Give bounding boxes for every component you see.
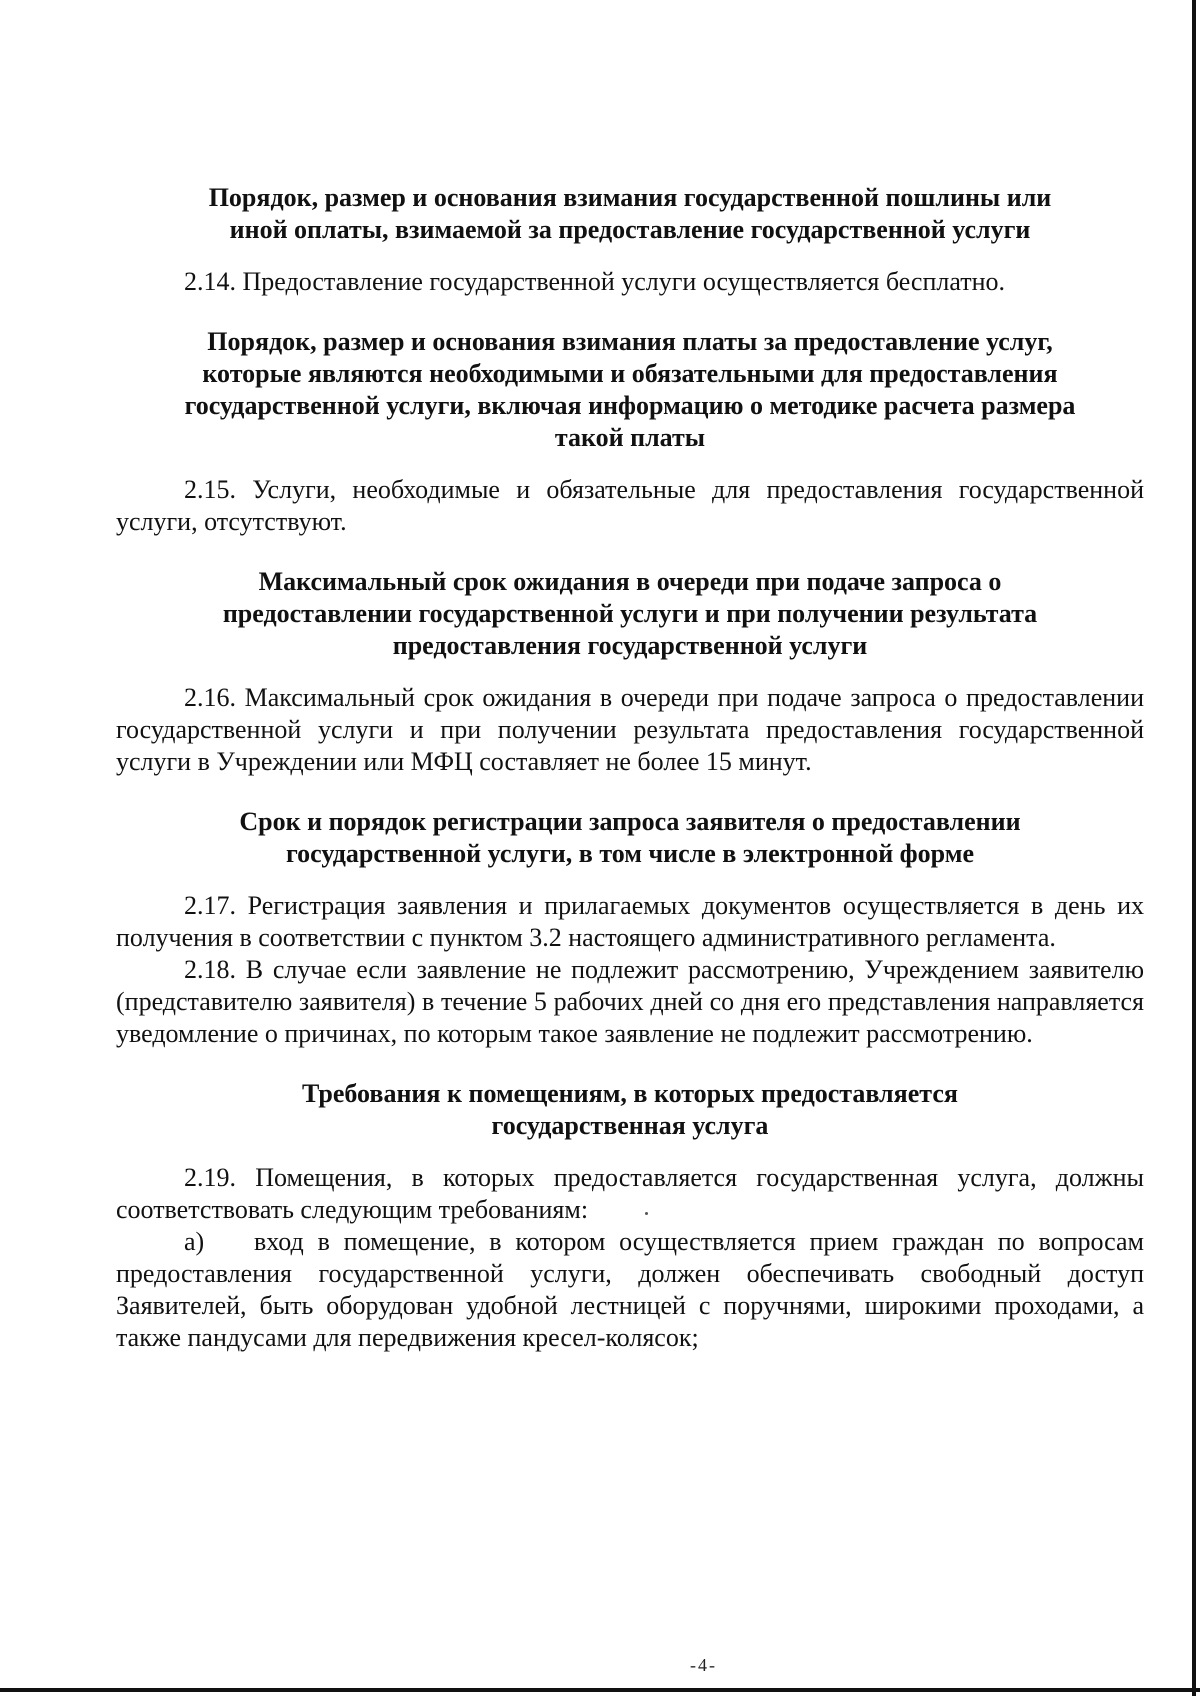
scan-border-right [1192, 0, 1196, 1696]
heading-line: государственной услуги, в том числе в электронной форме [286, 839, 974, 868]
section-heading-premises [116, 1078, 1144, 1142]
heading-line: государственная услуга [491, 1111, 769, 1140]
heading-line: предоставлении государственной услуги и при получении результата [222, 599, 1038, 628]
paragraph-2-14: 2.14. Предоставление государственной услуги осуществляется бесплатно. [184, 267, 1006, 296]
paragraph-2-15: 2.15. Услуги, необходимые и обязательные для предоставления государственной услуги, отсутствуют. [116, 475, 1144, 536]
section-heading-fee [116, 182, 1144, 246]
heading-line: предоставления государственной услуги [392, 631, 868, 660]
heading-line: государственной услуги, включая информацию о методике расчета размера [184, 391, 1076, 420]
list-item-text: вход в помещение, в котором осуществляется прием граждан по вопросам предоставления государственной услуги, должен обеспечивать свободный доступ Заявителей, быть оборудован удобной лестницей с поручнями, широкими проходами, а также пандусами для передвижения кресел-колясок; [116, 1227, 1144, 1352]
paragraph-2-17: 2.17. Регистрация заявления и прилагаемых документов осуществляется в день их получения в соответствии с пунктом 3.2 настоящего административного регламента. [116, 891, 1144, 952]
heading-line: такой платы [554, 423, 706, 452]
scan-border-bottom [0, 1688, 1200, 1692]
heading-line: Порядок, размер и основания взимания платы за предоставление услуг, [207, 327, 1053, 356]
list-marker: а) [184, 1227, 205, 1256]
section-heading-registration [116, 806, 1144, 870]
section-heading-payment [116, 326, 1144, 454]
list-item-a [116, 1226, 1144, 1354]
document-body [116, 182, 1144, 1354]
heading-line: Порядок, размер и основания взимания государственной пошлины или [208, 183, 1052, 212]
heading-line: Максимальный срок ожидания в очереди при подаче запроса о [258, 567, 1002, 596]
page-number: -4- [690, 1655, 717, 1675]
heading-line: которые являются необходимыми и обязательными для предоставления [202, 359, 1058, 388]
scan-speck [645, 1212, 648, 1215]
paragraph-2-19: 2.19. Помещения, в которых предоставляется государственная услуга, должны соответствовать следующим требованиям: [116, 1163, 1144, 1224]
heading-line: Требования к помещениям, в которых предоставляется [302, 1079, 958, 1108]
paragraph-2-16: 2.16. Максимальный срок ожидания в очереди при подаче запроса о предоставлении государственной услуги и при получении результата предоставления государственной услуги в Учреждении или МФЦ составляет не более 15 минут. [116, 683, 1144, 776]
section-heading-waiting-time [116, 566, 1144, 662]
heading-line: Срок и порядок регистрации запроса заявителя о предоставлении [239, 807, 1021, 836]
paragraph-2-18: 2.18. В случае если заявление не подлежит рассмотрению, Учреждением заявителю (представителю заявителя) в течение 5 рабочих дней со дня его представления направляется уведомление о причинах, по которым такое заявление не подлежит рассмотрению. [116, 955, 1144, 1048]
heading-line: иной оплаты, взимаемой за предоставление государственной услуги [229, 215, 1031, 244]
